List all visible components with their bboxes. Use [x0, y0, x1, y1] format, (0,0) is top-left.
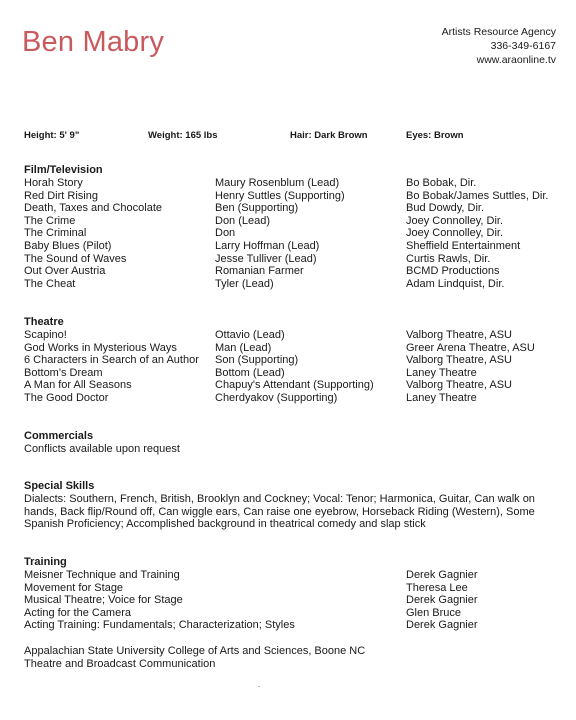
film-role: Romanian Farmer	[215, 265, 304, 278]
training-teacher: Derek Gagnier	[406, 569, 478, 581]
theatre-heading: Theatre	[24, 316, 64, 328]
theatre-title: Scapino!	[24, 329, 67, 341]
theatre-role: Man (Lead)	[215, 341, 272, 354]
film-credit: Bud Dowdy, Dir.	[406, 202, 485, 215]
education-program: Theatre and Broadcast Communication	[24, 657, 216, 670]
film-title: The Crime	[24, 214, 76, 227]
film-title: The Sound of Waves	[24, 252, 127, 265]
agency-name: Artists Resource Agency	[441, 26, 556, 38]
education-school: Appalachian State University College of Arts and Sciences, Boone NC	[24, 645, 366, 657]
film-titles	[24, 177, 162, 290]
actor-name: Ben Mabry	[22, 26, 165, 58]
theatre-venue: Valborg Theatre, ASU	[406, 354, 512, 367]
skills-heading: Special Skills	[24, 480, 95, 492]
training-course: Acting Training: Fundamentals; Characterization; Styles	[24, 619, 295, 632]
film-credit: Sheffield Entertainment	[406, 239, 521, 252]
theatre-role: Cherdyakov (Supporting)	[215, 391, 338, 404]
theatre-title: The Good Doctor	[24, 391, 109, 404]
film-title: The Criminal	[24, 227, 87, 240]
training-teacher: Theresa Lee	[406, 581, 468, 594]
theatre-venue: Valborg Theatre, ASU	[406, 329, 512, 341]
theatre-titles	[24, 329, 199, 405]
theatre-venue: Greer Arena Theatre, ASU	[406, 341, 535, 354]
theatre-title: Bottom's Dream	[24, 366, 103, 379]
skills-text: Dialects: Southern, French, British, Brooklyn and Cockney; Vocal: Tenor; Harmonica, Guitar, Can walk on hands, Back flip/Round off, Can wiggle ears, Can raise one eyebrow, Horseback Riding (Western), Some Spanish Proficiency; Accomplished background in theatrical comedy and slap stick	[24, 493, 535, 531]
height-stat: Height: 5' 9"	[24, 130, 80, 141]
film-role: Maury Rosenblum (Lead)	[215, 177, 340, 189]
film-role: Don	[215, 227, 236, 240]
theatre-venue: Laney Theatre	[406, 391, 477, 404]
film-title: Death, Taxes and Chocolate	[24, 202, 162, 215]
education-block	[24, 645, 365, 670]
film-credit: Curtis Rawls, Dir.	[406, 252, 491, 265]
training-course: Acting for the Camera	[24, 606, 131, 619]
film-title: The Cheat	[24, 277, 76, 290]
training-teacher: Glen Bruce	[406, 606, 462, 619]
theatre-title: A Man for All Seasons	[24, 379, 132, 392]
film-credit: Adam Lindquist, Dir.	[406, 277, 505, 290]
theatre-venue: Valborg Theatre, ASU	[406, 379, 512, 392]
commercials-text: Conflicts available upon request	[24, 443, 180, 455]
film-title: Baby Blues (Pilot)	[24, 239, 112, 252]
scan-speck	[258, 686, 260, 687]
agency-phone: 336-349-6167	[490, 40, 556, 52]
film-credit: BCMD Productions	[406, 265, 500, 278]
film-role: Tyler (Lead)	[215, 277, 274, 290]
theatre-role: Bottom (Lead)	[215, 366, 285, 379]
training-teachers	[406, 569, 478, 632]
agency-website: www.araonline.tv	[476, 54, 556, 66]
theatre-title: 6 Characters in Search of an Author	[24, 354, 199, 367]
theatre-roles	[215, 329, 374, 405]
film-credit: Bo Bobak, Dir.	[406, 177, 477, 189]
theatre-role: Chapuy's Attendant (Supporting)	[215, 379, 374, 392]
hair-stat: Hair: Dark Brown	[290, 130, 368, 141]
film-heading: Film/Television	[24, 164, 103, 176]
film-title: Red Dirt Rising	[24, 189, 98, 202]
theatre-title: God Works in Mysterious Ways	[24, 341, 177, 354]
film-role: Don (Lead)	[215, 214, 271, 227]
film-title: Horah Story	[24, 177, 83, 189]
film-role: Larry Hoffman (Lead)	[215, 239, 320, 252]
training-heading: Training	[24, 556, 67, 568]
film-roles	[215, 177, 345, 290]
training-courses	[24, 569, 295, 632]
training-course: Meisner Technique and Training	[24, 569, 180, 581]
training-course: Movement for Stage	[24, 581, 124, 594]
theatre-role: Son (Supporting)	[215, 354, 299, 367]
eyes-stat: Eyes: Brown	[406, 130, 464, 141]
film-credits	[406, 177, 548, 290]
film-credit: Joey Connolley, Dir.	[406, 227, 504, 240]
agency-block	[442, 25, 556, 67]
training-teacher: Derek Gagnier	[406, 619, 478, 632]
film-credit: Bo Bobak/James Suttles, Dir.	[406, 189, 549, 202]
commercials-heading: Commercials	[24, 430, 94, 442]
film-title: Out Over Austria	[24, 265, 106, 278]
theatre-venue: Laney Theatre	[406, 366, 477, 379]
theatre-role: Ottavio (Lead)	[215, 329, 285, 341]
weight-stat: Weight: 165 lbs	[148, 130, 218, 141]
training-teacher: Derek Gagnier	[406, 594, 478, 607]
film-role: Ben (Supporting)	[215, 202, 299, 215]
film-credit: Joey Connolley, Dir.	[406, 214, 504, 227]
film-role: Henry Suttles (Supporting)	[215, 189, 345, 202]
theatre-venues	[406, 329, 535, 405]
film-role: Jesse Tulliver (Lead)	[215, 252, 317, 265]
training-course: Musical Theatre; Voice for Stage	[24, 594, 183, 607]
